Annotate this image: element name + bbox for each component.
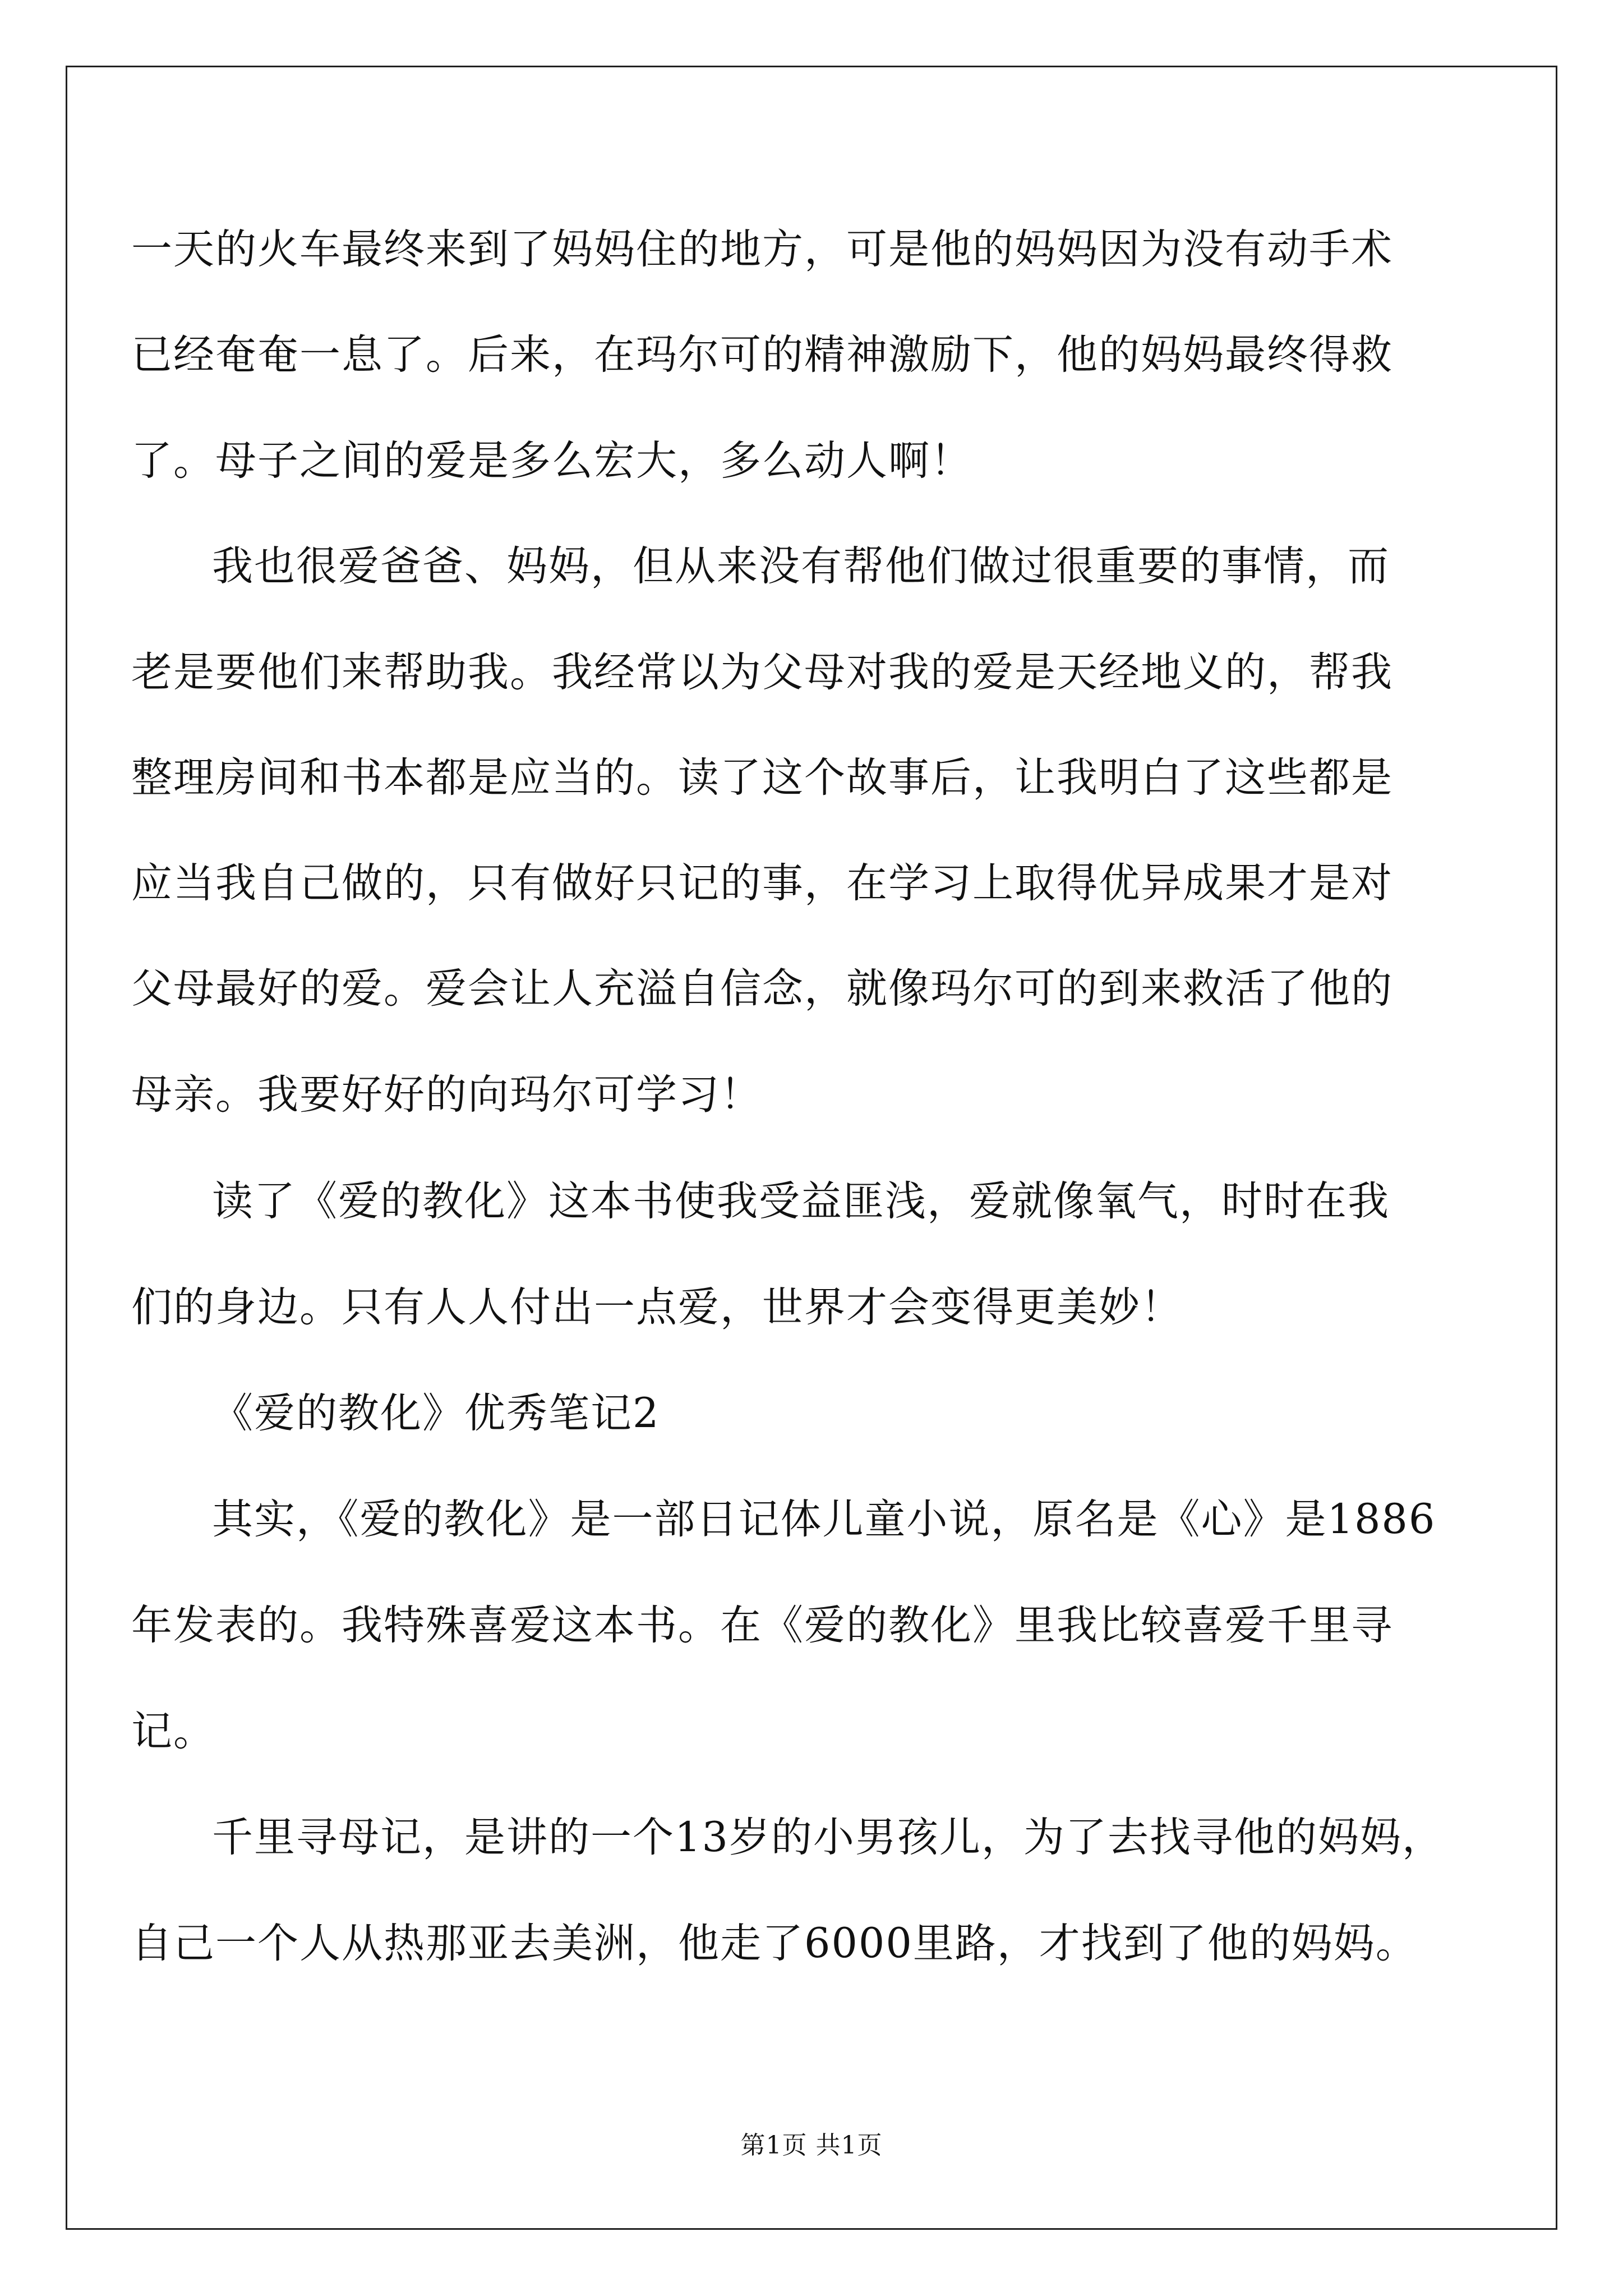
page-footer: 第1页 共1页 bbox=[740, 2131, 883, 2160]
text-line: 自己一个人从热那亚去美洲，他走了6000里路，才找到了他的妈妈。 bbox=[131, 1920, 1418, 1967]
text-line: 们的身边。只有人人付出一点爱，世界才会变得更美妙！ bbox=[131, 1283, 1183, 1331]
text-line: 我也很爱爸爸、妈妈，但从来没有帮他们做过很重要的事情，而 bbox=[212, 542, 1390, 590]
text-line: 年发表的。我特殊喜爱这本书。在《爱的教化》里我比较喜爱千里寻 bbox=[131, 1602, 1393, 1649]
text-line: 已经奄奄一息了。后来，在玛尔可的精神激励下，他的妈妈最终得救 bbox=[131, 331, 1393, 379]
text-line: 整理房间和书本都是应当的。读了这个故事后，让我明白了这些都是 bbox=[131, 754, 1393, 802]
text-line: 千里寻母记，是讲的一个13岁的小男孩儿，为了去找寻他的妈妈， bbox=[212, 1814, 1444, 1861]
text-line: 母亲。我要好好的向玛尔可学习！ bbox=[131, 1071, 762, 1119]
text-line: 其实，《爱的教化》是一部日记体儿童小说，原名是《心》是1886 bbox=[212, 1496, 1436, 1543]
page-border bbox=[66, 66, 1557, 2230]
text-line: 一天的火车最终来到了妈妈住的地方，可是他的妈妈因为没有动手术 bbox=[131, 226, 1393, 273]
text-line: 父母最好的爱。爱会让人充溢自信念，就像玛尔可的到来救活了他的 bbox=[131, 965, 1393, 1013]
text-line: 记。 bbox=[131, 1708, 215, 1755]
section-heading: 《爱的教化》优秀笔记2 bbox=[212, 1389, 660, 1437]
text-line: 读了《爱的教化》这本书使我受益匪浅，爱就像氧气，时时在我 bbox=[212, 1177, 1390, 1225]
text-line: 老是要他们来帮助我。我经常以为父母对我的爱是天经地义的，帮我 bbox=[131, 648, 1393, 696]
text-line: 了。母子之间的爱是多么宏大，多么动人啊！ bbox=[131, 437, 972, 485]
text-line: 应当我自己做的，只有做好只记的事，在学习上取得优异成果才是对 bbox=[131, 859, 1393, 907]
